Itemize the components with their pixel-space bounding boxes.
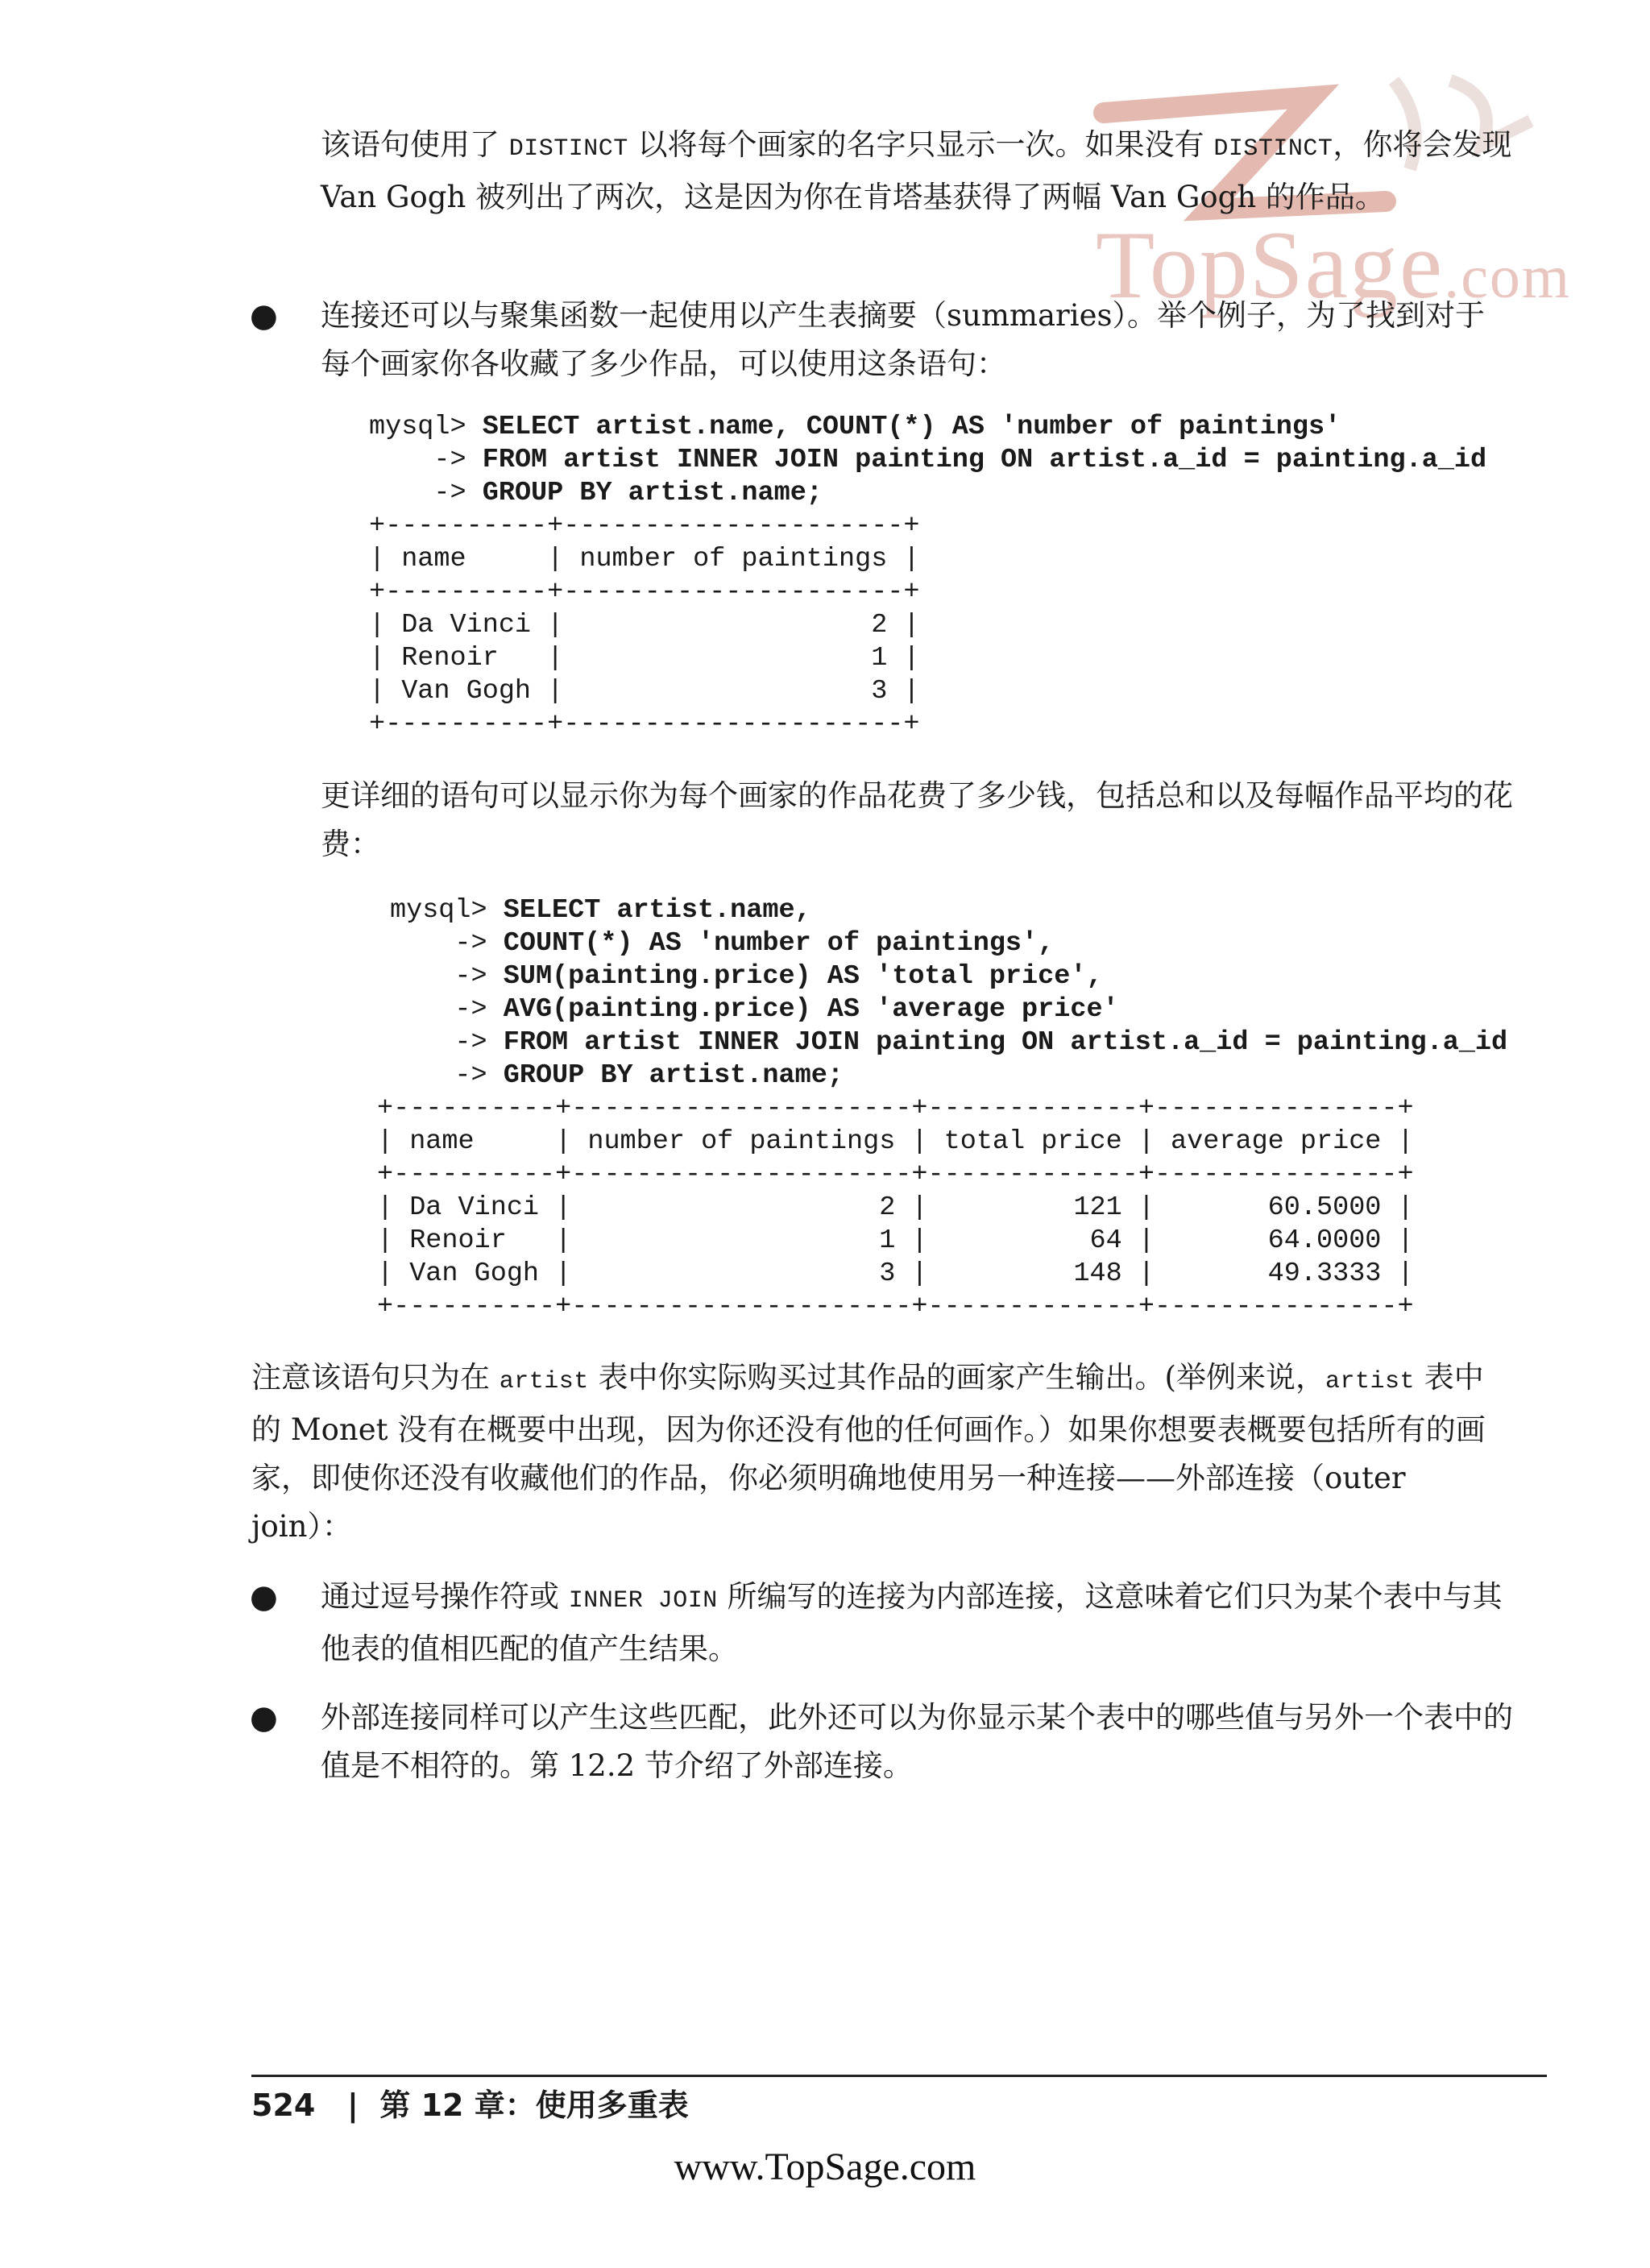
bullet-summaries: 连接还可以与聚集函数一起使用以产生表摘要（summaries）。举个例子，为了找到对于每个画家你各收藏了多少作品，可以使用这条语句： (321, 298, 1485, 381)
paragraph-outer-join: 注意该语句只为在 artist 表中你实际购买过其作品的画家产生输出。(举例来说，artist 表中的 Monet 没有在概要中出现，因为你还没有他的任何画作。）如果你想要表概要包括所有的画家，即使你还没有收藏他们的作品，你必须明确地使用另一种连接——外部连接（outer join）： (251, 1360, 1486, 1544)
site-url: www.TopSage.com (674, 2146, 976, 2188)
page-footer (251, 2084, 689, 2126)
bullet-inner-join: 通过逗号操作符或 INNER JOIN 所编写的连接为内部连接，这意味着它们只为某个表中与其他表的值相匹配的值产生结果。 (321, 1579, 1503, 1666)
bullet-outer-join: 外部连接同样可以产生这些匹配，此外还可以为你显示某个表中的哪些值与另外一个表中的值是不相符的。第 12.2 节介绍了外部连接。 (321, 1700, 1513, 1783)
bullet-icon: ● (250, 1578, 278, 1615)
inline-code: INNER JOIN (568, 1587, 718, 1615)
inline-code: DISTINCT (1213, 135, 1333, 163)
paragraph-detailed: 更详细的语句可以显示你为每个画家的作品花费了多少钱，包括总和以及每幅作品平均的花费： (321, 778, 1513, 861)
code-block-query-2: mysql> SELECT artist.name, -> COUNT(*) AS 'number of paintings', -> SUM(painting.price) AS 'total price', -> AVG(painting.price) AS 'average price' -> FROM artist INNER JOIN painting ON artist.a_id = painting.a_id -> GROUP BY artist.name; (390, 895, 1508, 1091)
footer-rule (251, 2075, 1547, 2077)
paragraph-distinct: 该语句使用了 DISTINCT 以将每个画家的名字只显示一次。如果没有 DISTINCT，你将会发现 Van Gogh 被列出了两次，这是因为你在肯塔基获得了两幅 Van Gogh 的作品。 (321, 127, 1512, 214)
result-table-1: +----------+---------------------+ | name | number of paintings | +----------+---------------------+ | Da Vinci | 2 | | Renoir | 1 | | Van Gogh | 3 | +----------+---------------------+ (369, 511, 920, 740)
page-number: 524 (251, 2088, 316, 2123)
result-table-2: +----------+---------------------+-------------+---------------+ | name | number of paintings | total price | average price | +----------+---------------------+-------------+---------------+ | Da Vinci | 2 | 121 | 60.5000 | | Renoir | 1 | 64 | 64.0000 | | Van Gogh | 3 | 148 | 49.3333 | +----------+---------------------+-------------+---------------+ (377, 1093, 1414, 1322)
inline-code: artist (499, 1368, 589, 1395)
inline-code: artist (1325, 1368, 1416, 1395)
watermark-suffix: .com (1444, 243, 1572, 311)
code-block-query-1: mysql> SELECT artist.name, COUNT(*) AS 'number of paintings' -> FROM artist INNER JOIN painting ON artist.a_id = painting.a_id -> GROUP BY artist.name; (369, 412, 1487, 508)
bullet-icon: ● (250, 1699, 278, 1736)
inline-code: DISTINCT (508, 135, 628, 163)
bullet-icon: ● (250, 297, 278, 334)
watermark-brand: TopSage (1096, 211, 1445, 318)
chapter-title: 第 12 章：使用多重表 (379, 2088, 689, 2123)
footer-separator: | (347, 2088, 359, 2123)
